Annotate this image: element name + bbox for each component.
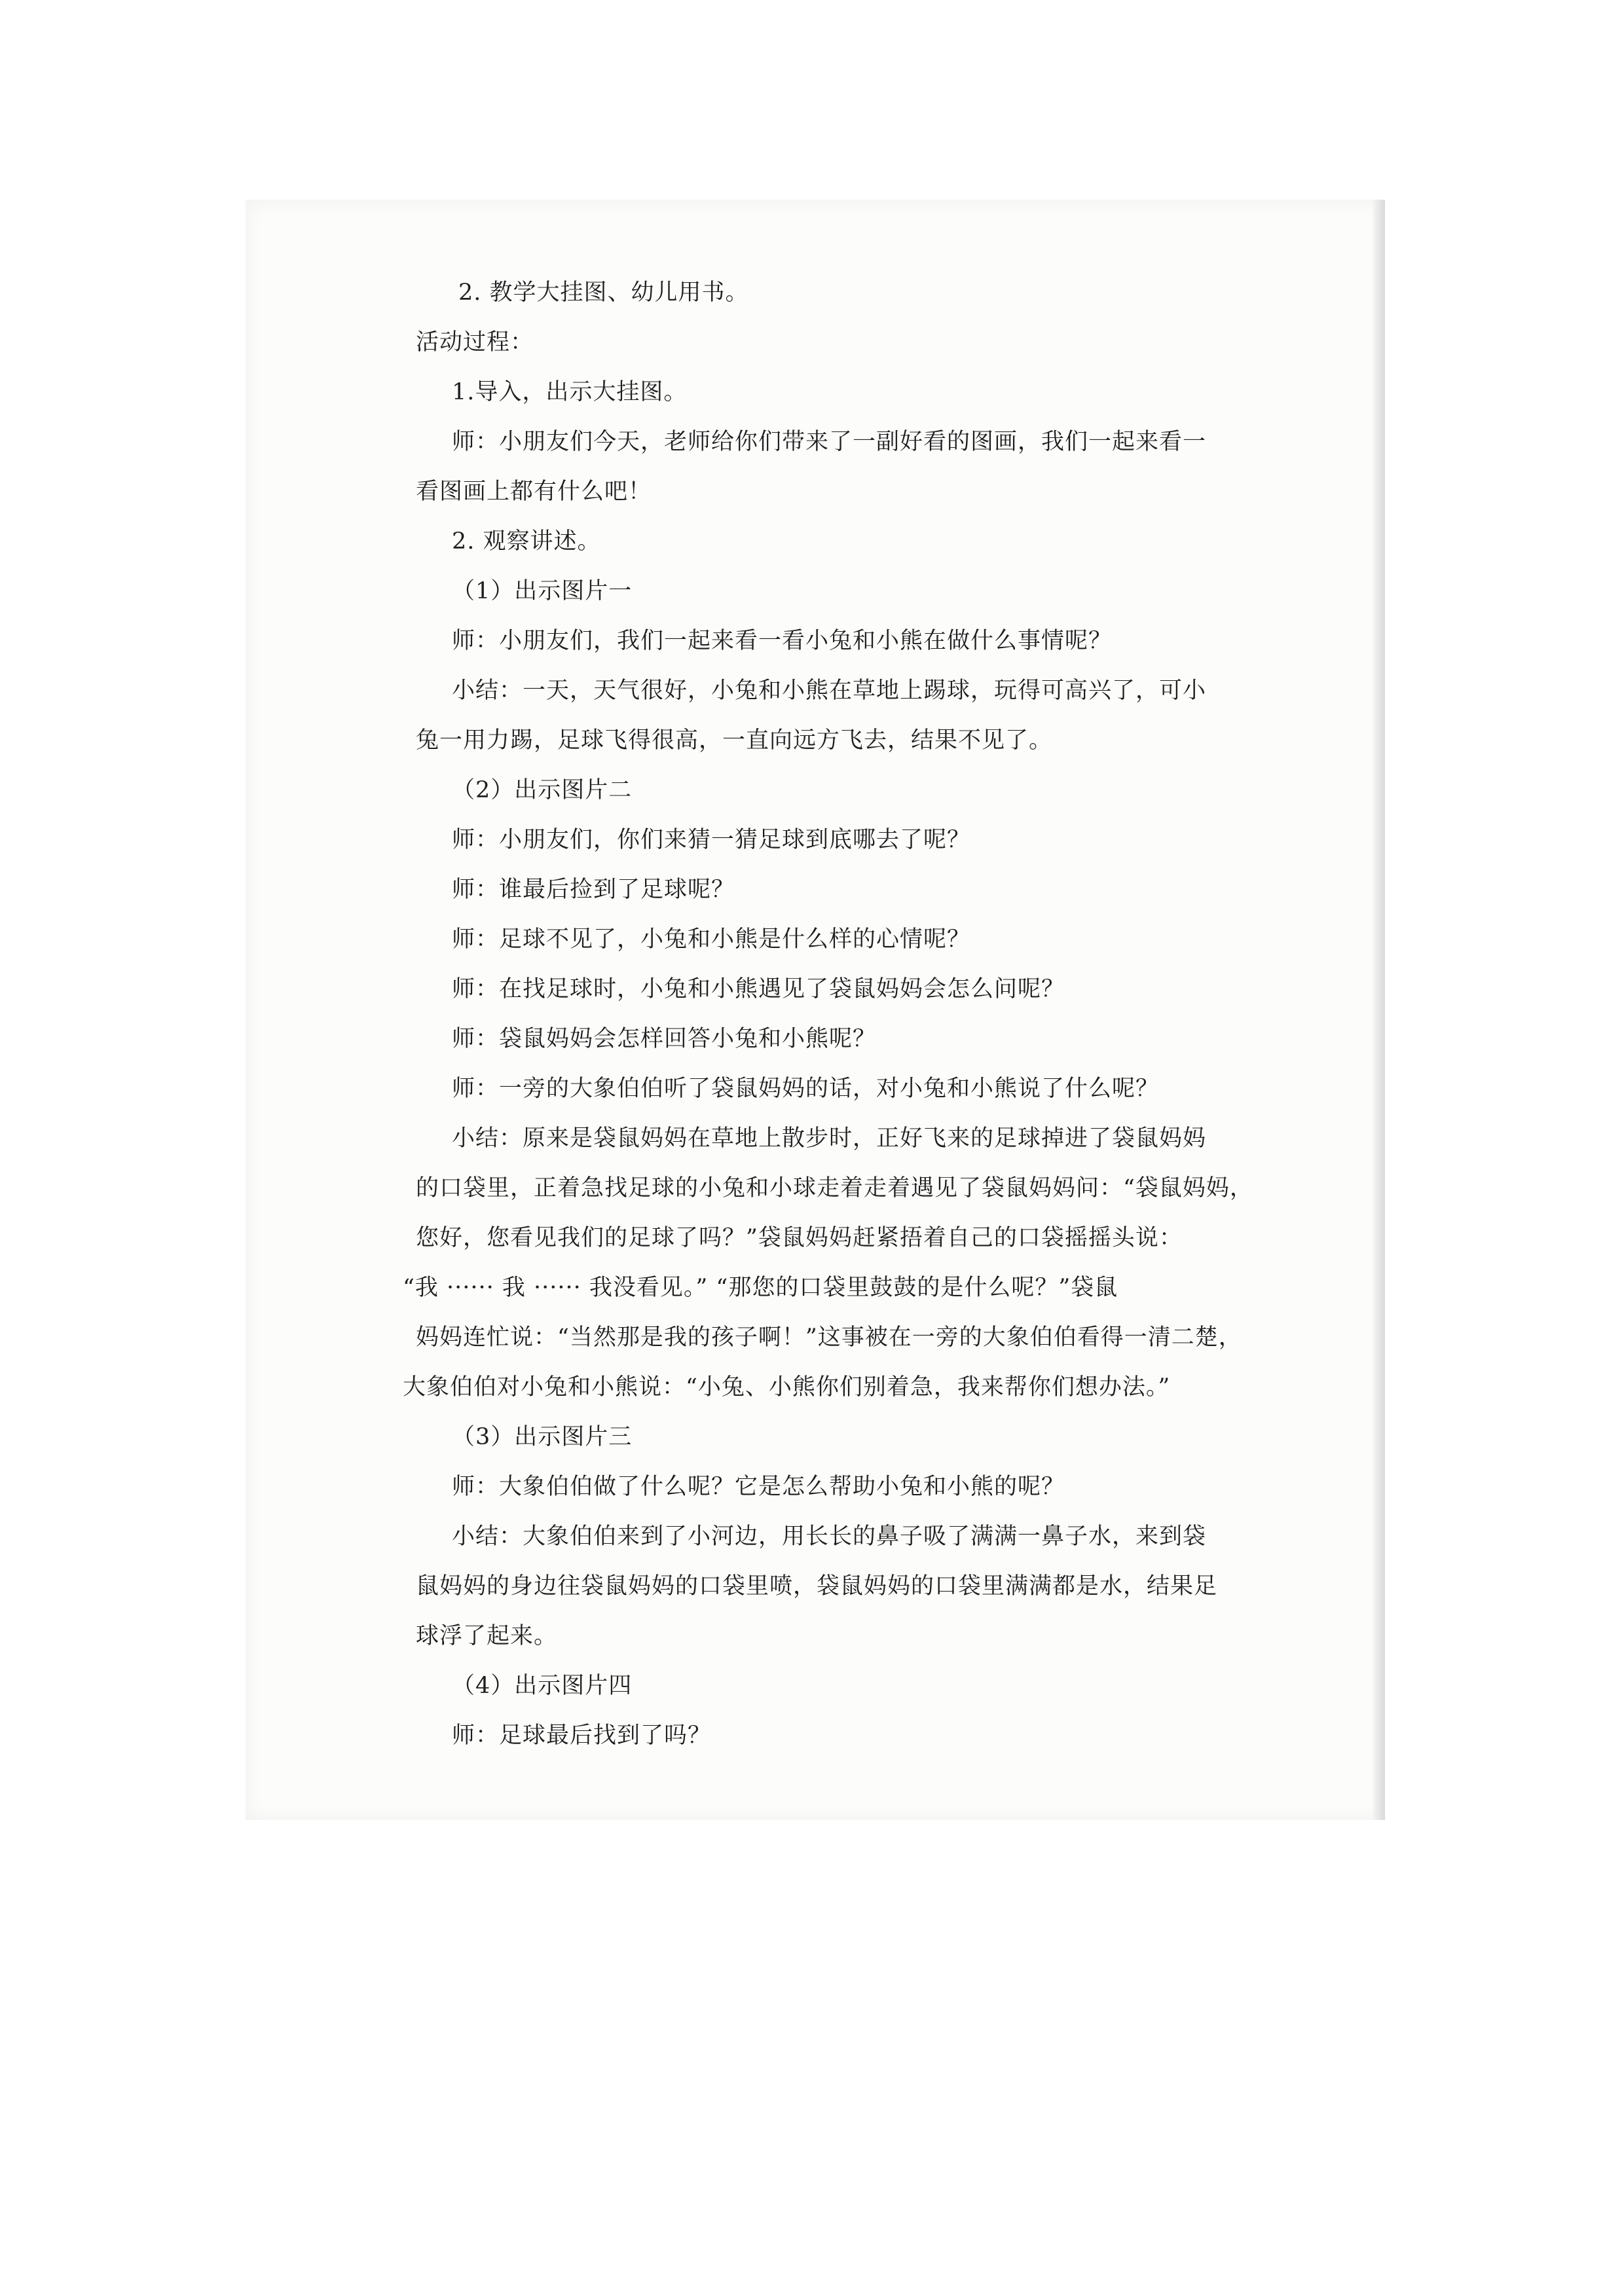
text-line: 师：小朋友们，你们来猜一猜足球到底哪去了呢？: [452, 827, 971, 853]
text-line: 您好，您看见我们的足球了吗？”袋鼠妈妈赶紧捂着自己的口袋摇摇头说：: [416, 1225, 1183, 1251]
text-line: 球浮了起来。: [416, 1623, 558, 1649]
text-line: 小结：原来是袋鼠妈妈在草地上散步时，正好飞来的足球掉进了袋鼠妈妈: [452, 1125, 1207, 1152]
text-line: 妈妈连忙说：“当然那是我的孩子啊！”这事被在一旁的大象伯伯看得一清二楚，: [416, 1324, 1242, 1351]
text-line: （3）出示图片三: [452, 1424, 633, 1450]
text-line: 看图画上都有什么吧！: [416, 479, 652, 505]
text-line: 师：小朋友们，我们一起来看一看小兔和小熊在做什么事情呢？: [452, 628, 1113, 654]
text-line: （1）出示图片一: [452, 578, 633, 604]
text-line: 师：足球不见了，小兔和小熊是什么样的心情呢？: [452, 926, 971, 953]
text-line: 小结：大象伯伯来到了小河边，用长长的鼻子吸了满满一鼻子水，来到袋: [452, 1523, 1207, 1550]
text-line: 的口袋里，正着急找足球的小兔和小球走着走着遇见了袋鼠妈妈问：“袋鼠妈妈，: [416, 1175, 1253, 1201]
text-line: 鼠妈妈的身边往袋鼠妈妈的口袋里喷，袋鼠妈妈的口袋里满满都是水，结果足: [416, 1573, 1218, 1599]
text-line: 活动过程：: [416, 329, 534, 355]
text-line: （2）出示图片二: [452, 777, 633, 803]
text-line: （4）出示图片四: [452, 1673, 633, 1699]
text-line: 师：在找足球时，小兔和小熊遇见了袋鼠妈妈会怎么问呢？: [452, 976, 1065, 1002]
text-line: 师：足球最后找到了吗？: [452, 1722, 712, 1749]
text-line: 兔一用力踢，足球飞得很高，一直向远方飞去，结果不见了。: [416, 727, 1053, 754]
text-line: 2. 观察讲述。: [452, 528, 601, 555]
text-line: 2. 教学大挂图、幼儿用书。: [458, 280, 749, 306]
text-line: 师：大象伯伯做了什么呢？它是怎么帮助小兔和小熊的呢？: [452, 1474, 1065, 1500]
text-line: 师：袋鼠妈妈会怎样回答小兔和小熊呢？: [452, 1026, 877, 1052]
text-line: 师：小朋友们今天，老师给你们带来了一副好看的图画，我们一起来看一: [452, 429, 1207, 455]
text-line: 1.导入，出示大挂图。: [452, 379, 688, 405]
text-line: “我 ······ 我 ······ 我没看见。” “那您的口袋里鼓鼓的是什么呢？”袋鼠: [403, 1275, 1118, 1301]
text-line: 小结：一天，天气很好，小兔和小熊在草地上踢球，玩得可高兴了，可小: [452, 678, 1207, 704]
text-line: 师：一旁的大象伯伯听了袋鼠妈妈的话，对小兔和小熊说了什么呢？: [452, 1076, 1160, 1102]
text-line: 师：谁最后捡到了足球呢？: [452, 877, 735, 903]
page-edge-shadow: [1373, 200, 1385, 1820]
text-line: 大象伯伯对小兔和小熊说：“小兔、小熊你们别着急，我来帮你们想办法。”: [403, 1374, 1171, 1400]
